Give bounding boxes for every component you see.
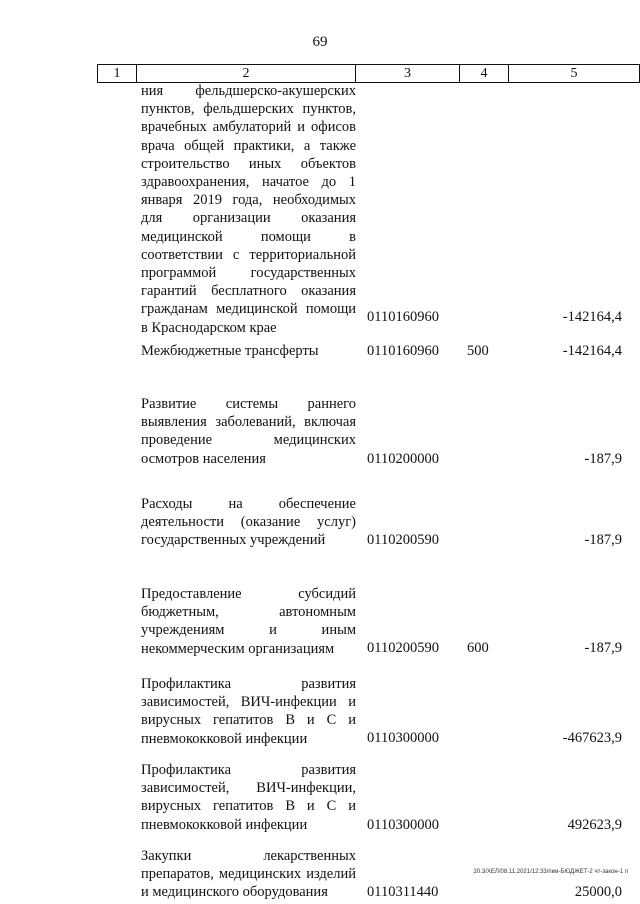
row-code: 0110160960 xyxy=(367,343,439,359)
row-description: Предоставление субсидий бюджетным, автономным учреждениям и иным некоммерческим организациям xyxy=(141,586,356,657)
table-header xyxy=(97,64,640,83)
row-amount: -467623,9 xyxy=(562,730,622,746)
row-amount: -142164,4 xyxy=(562,343,622,359)
table-row xyxy=(0,543,640,657)
page-number: 69 xyxy=(312,34,328,50)
row-description: Профилактика развития зависимостей, ВИЧ-инфекции и вирусных гепатитов В и С и пневмококковой инфекции xyxy=(141,676,356,747)
row-amount: 492623,9 xyxy=(567,817,622,833)
row-description: Расходы на обеспечение деятельности (оказание услуг) государственных учреждений xyxy=(141,496,356,549)
row-vid: 600 xyxy=(467,640,489,656)
row-amount: -187,9 xyxy=(584,640,622,656)
row-code: 0110200000 xyxy=(367,451,439,467)
row-description: Закупки лекарственных препаратов, медицинских изделий и медицинского оборудования xyxy=(141,848,356,901)
row-code: 0110311440 xyxy=(367,884,439,900)
header-cell-5: 5 xyxy=(509,65,640,83)
table-row xyxy=(0,82,640,336)
header-cell-1: 1 xyxy=(98,65,137,83)
table-row xyxy=(0,471,640,549)
row-code: 0110200590 xyxy=(367,532,439,548)
row-amount: -187,9 xyxy=(584,532,622,548)
document-footer-code: 20.3/ХЕЛ/08.11.2021/12:33/пкм-БЮДЖЕТ-2 чт-закон-1 п xyxy=(473,869,628,875)
row-amount: -187,9 xyxy=(584,451,622,467)
table-row xyxy=(0,332,640,368)
row-amount: -142164,4 xyxy=(562,309,622,325)
header-cell-3: 3 xyxy=(356,65,460,83)
header-cell-4: 4 xyxy=(460,65,509,83)
row-code: 0110160960 xyxy=(367,309,439,325)
row-vid: 500 xyxy=(467,343,489,359)
table-body xyxy=(0,82,640,901)
header-cell-2: 2 xyxy=(137,65,356,83)
row-description: Развитие системы раннего выявления заболеваний, включая проведение медицинских осмотров населения xyxy=(141,396,356,467)
row-description: Профилактика развития зависимостей, ВИЧ-инфекции, вирусных гепатитов В и С и пневмококковой инфекции xyxy=(141,762,356,833)
row-code: 0110300000 xyxy=(367,730,439,746)
row-code: 0110300000 xyxy=(367,817,439,833)
row-code: 0110200590 xyxy=(367,640,439,656)
row-amount: 25000,0 xyxy=(574,884,622,900)
table-row xyxy=(0,368,640,471)
table-row xyxy=(0,633,640,747)
table-row xyxy=(0,721,640,833)
row-description: ния фельдшерско-акушерских пунктов, фельдшерских пунктов, врачебных амбулаторий и офисов врача общей практики, а также строительство иных объектов здравоохранения, начатое до 1 января 2019 года, необходимых для организации оказания медицинской помощи в соответствии с территориальной программой государственных гарантий бесплатного оказания гражданам медицинской помощи в Краснодарском крае xyxy=(141,83,356,336)
row-description: Межбюджетные трансферты xyxy=(141,343,319,359)
